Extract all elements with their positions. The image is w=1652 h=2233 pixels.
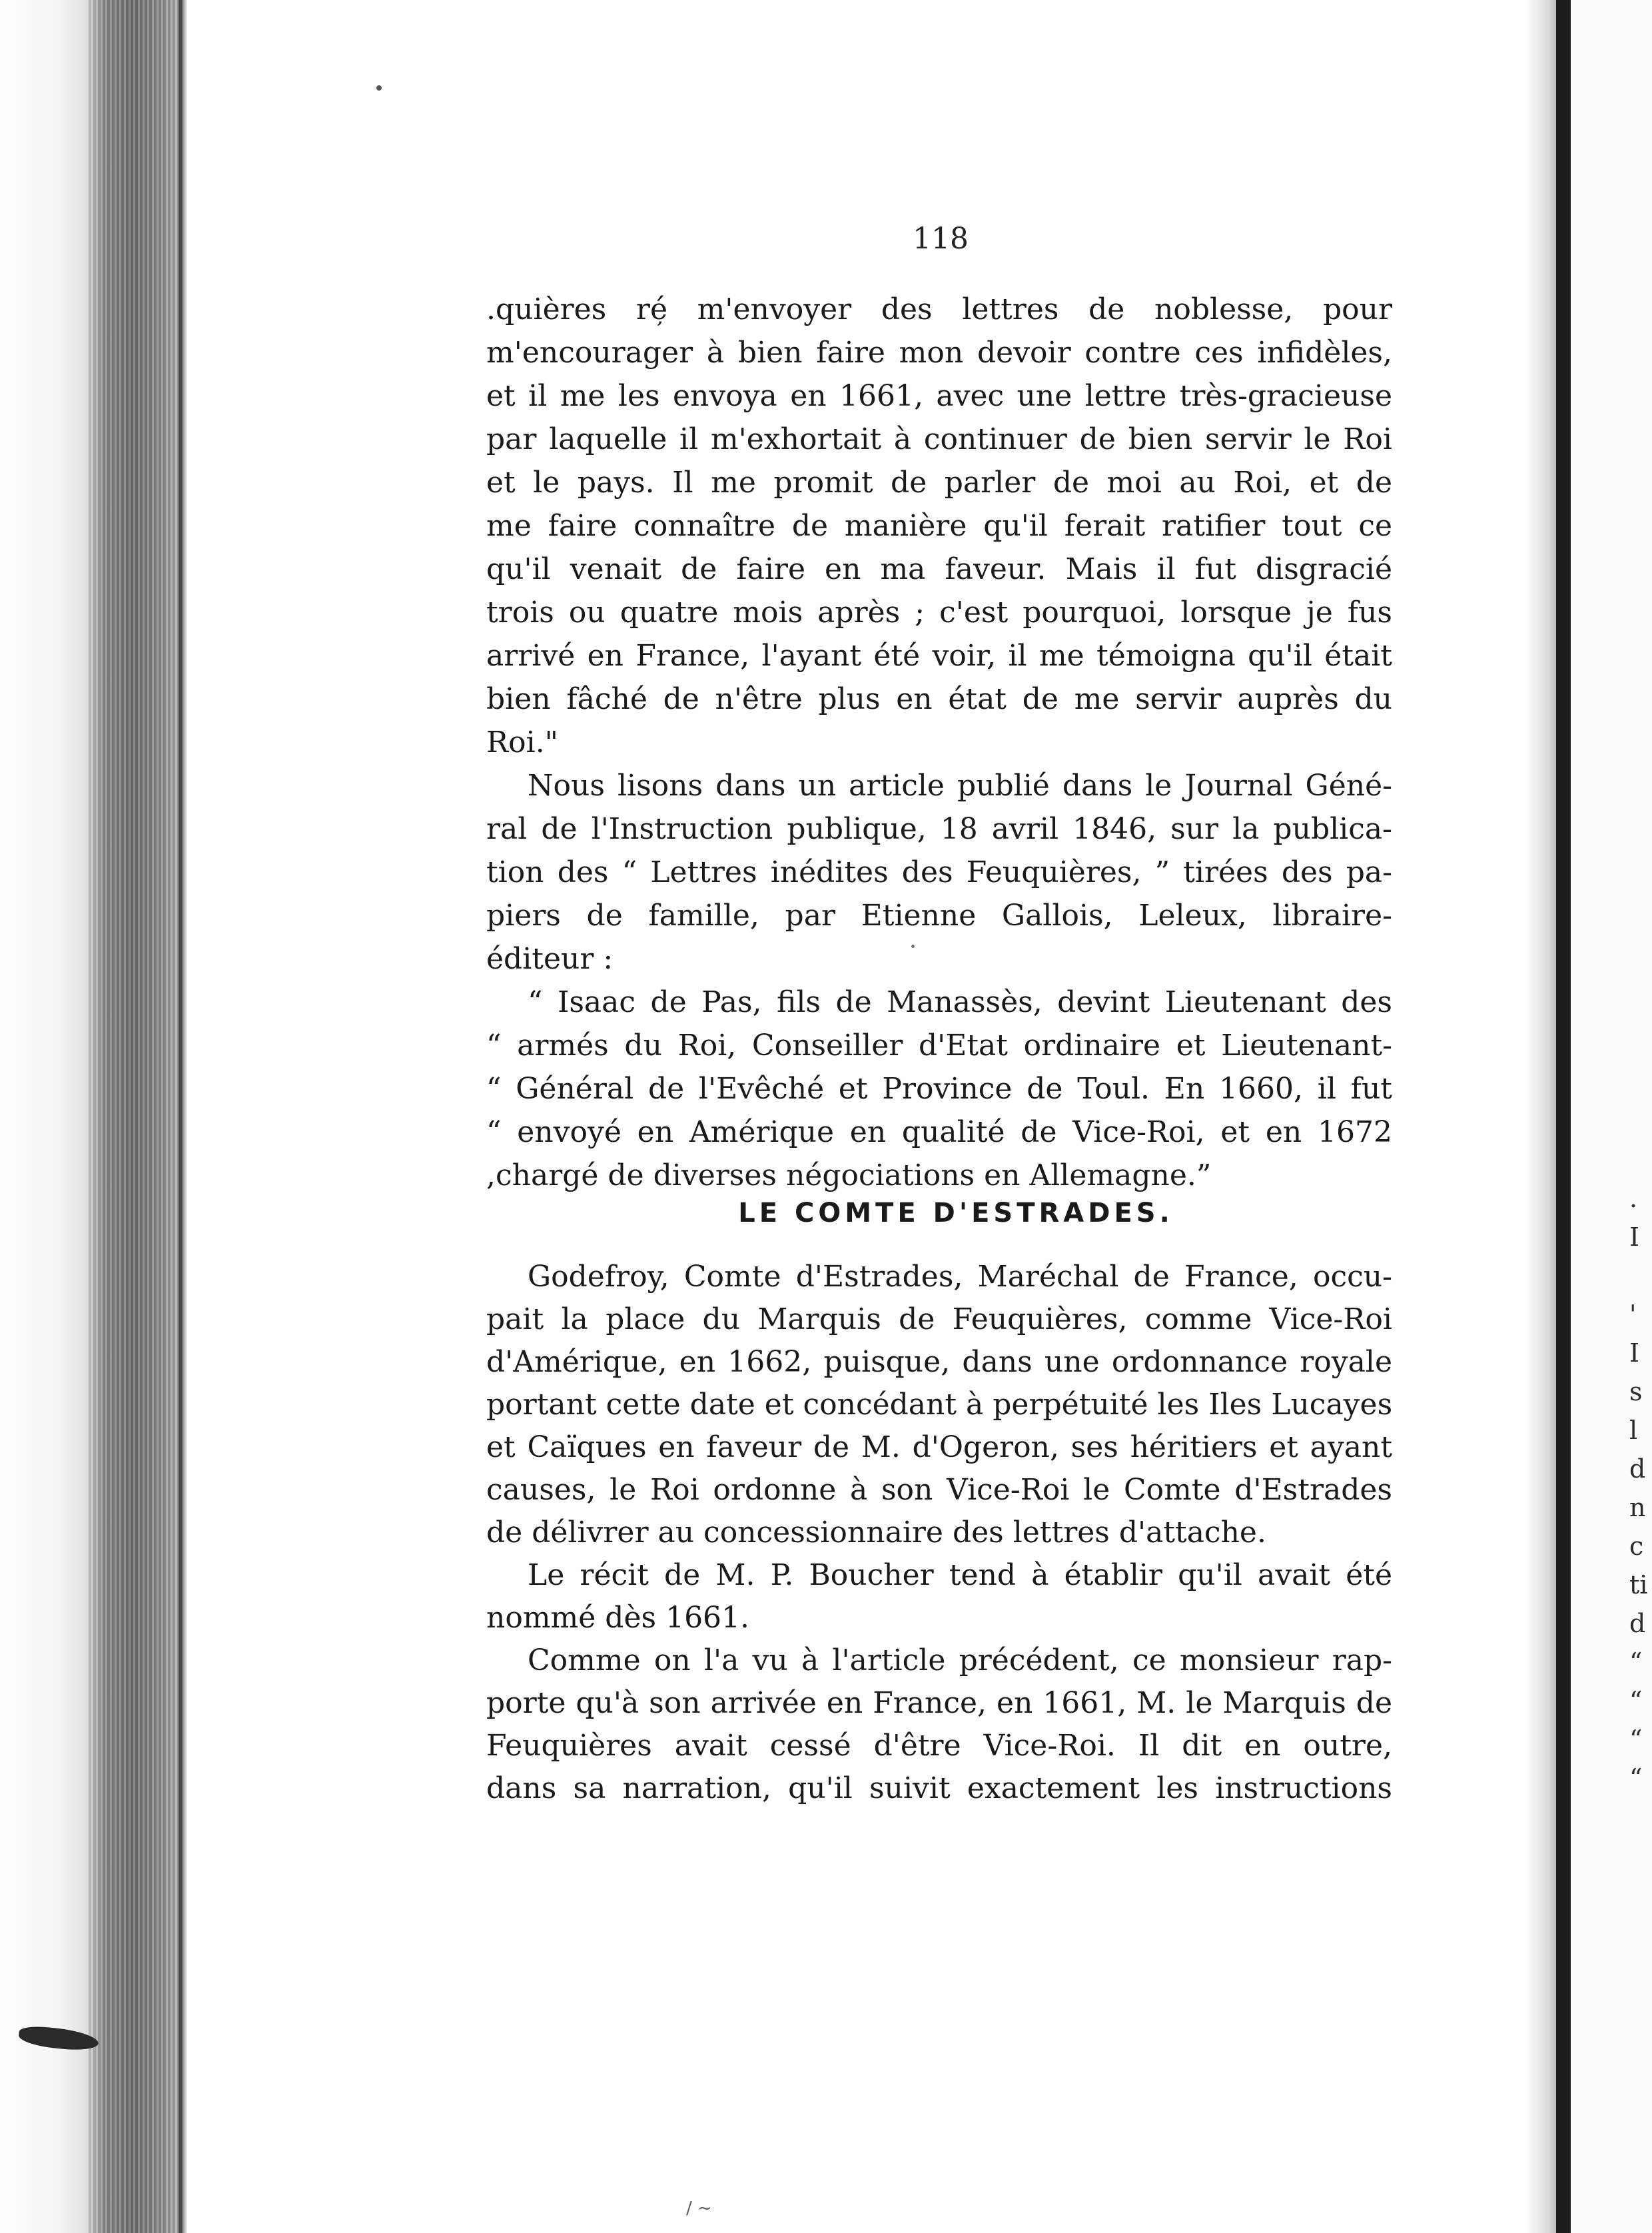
- section-heading: LE COMTE D'ESTRADES.: [738, 1198, 1174, 1228]
- page-number: 118: [913, 222, 969, 256]
- text-line: portant cette date et concédant à perpétuité les Iles Lucayes: [486, 1388, 1393, 1422]
- page-edges: [87, 0, 187, 2233]
- text-line: nommé dès 1661.: [486, 1601, 750, 1635]
- quote-line: ,chargé de diverses négociations en Allemagne.”: [486, 1158, 1212, 1192]
- text-line: dans sa narration, qu'il suivit exactement les instructions: [486, 1771, 1392, 1805]
- binding-edge: [1556, 0, 1571, 2233]
- text-line: Nous lisons dans un article publié dans le Journal Géné-: [528, 769, 1392, 803]
- text-line: et il me les envoya en 1661, avec une lettre très-gracieuse: [486, 379, 1392, 413]
- fragment: “: [1629, 1725, 1643, 1754]
- fragment: I: [1629, 1338, 1640, 1368]
- fragment: c: [1629, 1532, 1644, 1561]
- page-edge-line: [179, 0, 183, 2233]
- fragment: l: [1629, 1416, 1638, 1445]
- text-line: arrivé en France, l'ayant été voir, il me témoigna qu'il était: [486, 639, 1392, 673]
- text-line: tion des “ Lettres inédites des Feuquières, ” tirées des pa-: [486, 855, 1392, 889]
- quote-line: “ Isaac de Pas, fils de Manassès, devint Lieutenant des: [528, 985, 1392, 1019]
- fragment: “: [1629, 1763, 1643, 1793]
- text-line: qu'il venait de faire en ma faveur. Mais il fut disgracié: [486, 552, 1392, 586]
- text-line: m'encourager à bien faire mon devoir contre ces infidèles,: [486, 336, 1392, 370]
- text-line: .quières ré̦ m'envoyer des lettres de noblesse, pour: [486, 292, 1392, 326]
- text-line: porte qu'à son arrivée en France, en 1661, M. le Marquis de: [486, 1686, 1392, 1720]
- fragment: .: [1629, 1184, 1638, 1213]
- text-line: piers de famille, par Etienne Gallois, Leleux, libraire-: [486, 899, 1392, 933]
- text-column-upper: [486, 288, 1392, 1197]
- fragment: I: [1629, 1222, 1640, 1252]
- fragment: ti: [1629, 1570, 1648, 1599]
- text-line: Godefroy, Comte d'Estrades, Maréchal de France, occu-: [528, 1260, 1392, 1294]
- fragment: d: [1629, 1454, 1646, 1484]
- fragment: ': [1629, 1300, 1637, 1329]
- quote-line: “ envoyé en Amérique en qualité de Vice-Roi, et en 1672: [486, 1115, 1392, 1149]
- text-line: et Caïques en faveur de M. d'Ogeron, ses héritiers et ayant: [486, 1430, 1392, 1464]
- text-line: causes, le Roi ordonne à son Vice-Roi le Comte d'Estrades: [486, 1473, 1392, 1507]
- text-line: d'Amérique, en 1662, puisque, dans une ordonnance royale: [486, 1345, 1392, 1379]
- facing-page-fragments: [1629, 1179, 1652, 1797]
- text-line: de délivrer au concessionnaire des lettres d'attache.: [486, 1516, 1266, 1550]
- text-line: par laquelle il m'exhortait à continuer de bien servir le Roi: [486, 422, 1392, 456]
- text-line: éditeur :: [486, 942, 614, 976]
- text-line: Roi.": [486, 725, 558, 759]
- fragment: s: [1629, 1377, 1643, 1406]
- fragment: “: [1629, 1686, 1643, 1715]
- text-column-lower: [486, 1256, 1392, 1810]
- fragment: “: [1629, 1647, 1643, 1677]
- text-line: ral de l'Instruction publique, 18 avril 1846, sur la publica-: [486, 812, 1392, 846]
- text-line: Comme on l'a vu à l'article précédent, ce monsieur rap-: [528, 1643, 1392, 1677]
- text-line: me faire connaître de manière qu'il ferait ratifier tout ce: [486, 509, 1392, 543]
- quote-line: “ armés du Roi, Conseiller d'Etat ordinaire et Lieutenant-: [486, 1029, 1392, 1063]
- speck: [376, 85, 382, 91]
- text-line: Le récit de M. P. Boucher tend à établir qu'il avait été: [528, 1558, 1392, 1592]
- fragment: n: [1629, 1493, 1646, 1522]
- fragment: d: [1629, 1609, 1646, 1638]
- text-line: bien fâché de n'être plus en état de me servir auprès du: [486, 682, 1392, 716]
- text-line: trois ou quatre mois après ; c'est pourquoi, lorsque je fus: [486, 596, 1392, 630]
- bottom-mark: / ~: [686, 2198, 712, 2218]
- text-line: pait la place du Marquis de Feuquières, comme Vice-Roi: [486, 1302, 1392, 1336]
- quote-line: “ Général de l'Evêché et Province de Toul. En 1660, il fut: [486, 1072, 1392, 1106]
- text-line: et le pays. Il me promit de parler de moi au Roi, et de: [486, 466, 1392, 500]
- facing-page-strip: [1571, 0, 1652, 2233]
- left-margin: [0, 0, 87, 2233]
- text-line: Feuquières avait cessé d'être Vice-Roi. Il dit en outre,: [486, 1729, 1392, 1763]
- fragment: [1629, 1256, 1652, 1295]
